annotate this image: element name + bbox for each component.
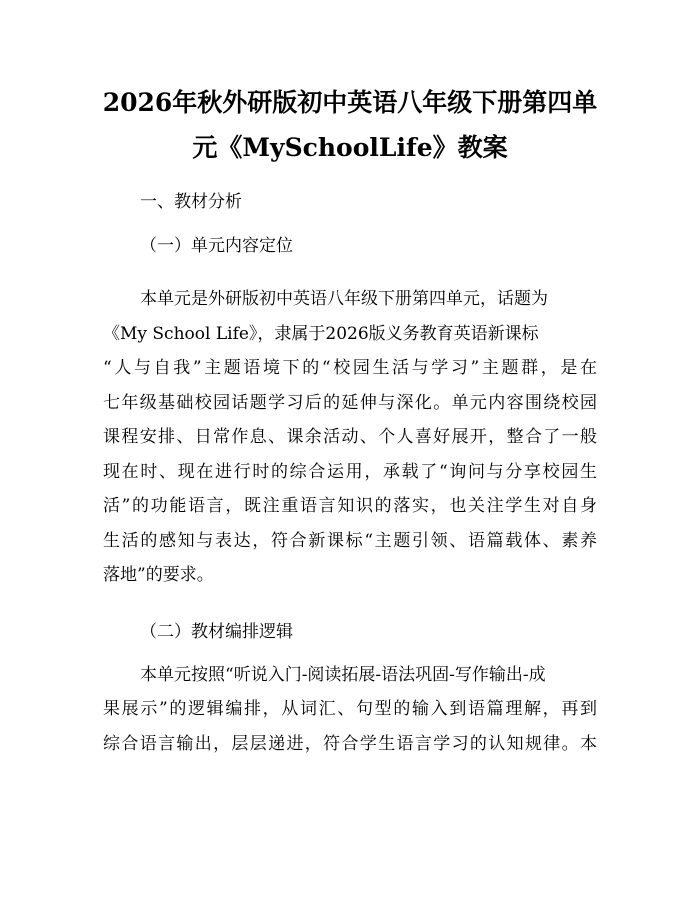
paragraph-line: 现在时、现在进行时的综合运用，承载了“询问与分享校园生 bbox=[103, 462, 597, 482]
paragraph-line: 七年级基础校园话题学习后的延伸与深化。单元内容围绕校园 bbox=[103, 393, 597, 413]
paragraph-line: 活”的功能语言，既注重语言知识的落实，也关注学生对自身 bbox=[103, 496, 597, 516]
paragraph-line: 果展示”的逻辑编排，从词汇、句型的输入到语篇理解，再到 bbox=[103, 699, 597, 719]
subsection-heading-unit-positioning: （一）单元内容定位 bbox=[140, 236, 293, 256]
paragraph-line: 生活的感知与表达，符合新课标“主题引领、语篇载体、素养 bbox=[103, 531, 597, 551]
document-title-line-1: 2026年秋外研版初中英语八年级下册第四单 bbox=[102, 88, 598, 117]
paragraph-line: 落地”的要求。 bbox=[103, 565, 214, 585]
paragraph-line: 课程安排、日常作息、课余活动、个人喜好展开，整合了一般 bbox=[103, 427, 597, 447]
subsection-heading-editing-logic: （二）教材编排逻辑 bbox=[140, 622, 293, 642]
paragraph-line: 综合语言输出，层层递进，符合学生语言学习的认知规律。本 bbox=[103, 734, 597, 754]
paragraph-line: 本单元是外研版初中英语八年级下册第四单元，话题为 bbox=[140, 289, 548, 309]
paragraph-line: “人与自我”主题语境下的“校园生活与学习”主题群，是在 bbox=[103, 358, 597, 378]
paragraph-line: 本单元按照“听说入门-阅读拓展-语法巩固-写作输出-成 bbox=[140, 665, 546, 685]
section-heading-textbook-analysis: 一、教材分析 bbox=[140, 192, 242, 212]
paragraph-line: 《My School Life》，隶属于2026版义务教育英语新课标 bbox=[103, 324, 539, 344]
document-title-line-2: 元《MySchoolLife》教案 bbox=[192, 133, 508, 162]
